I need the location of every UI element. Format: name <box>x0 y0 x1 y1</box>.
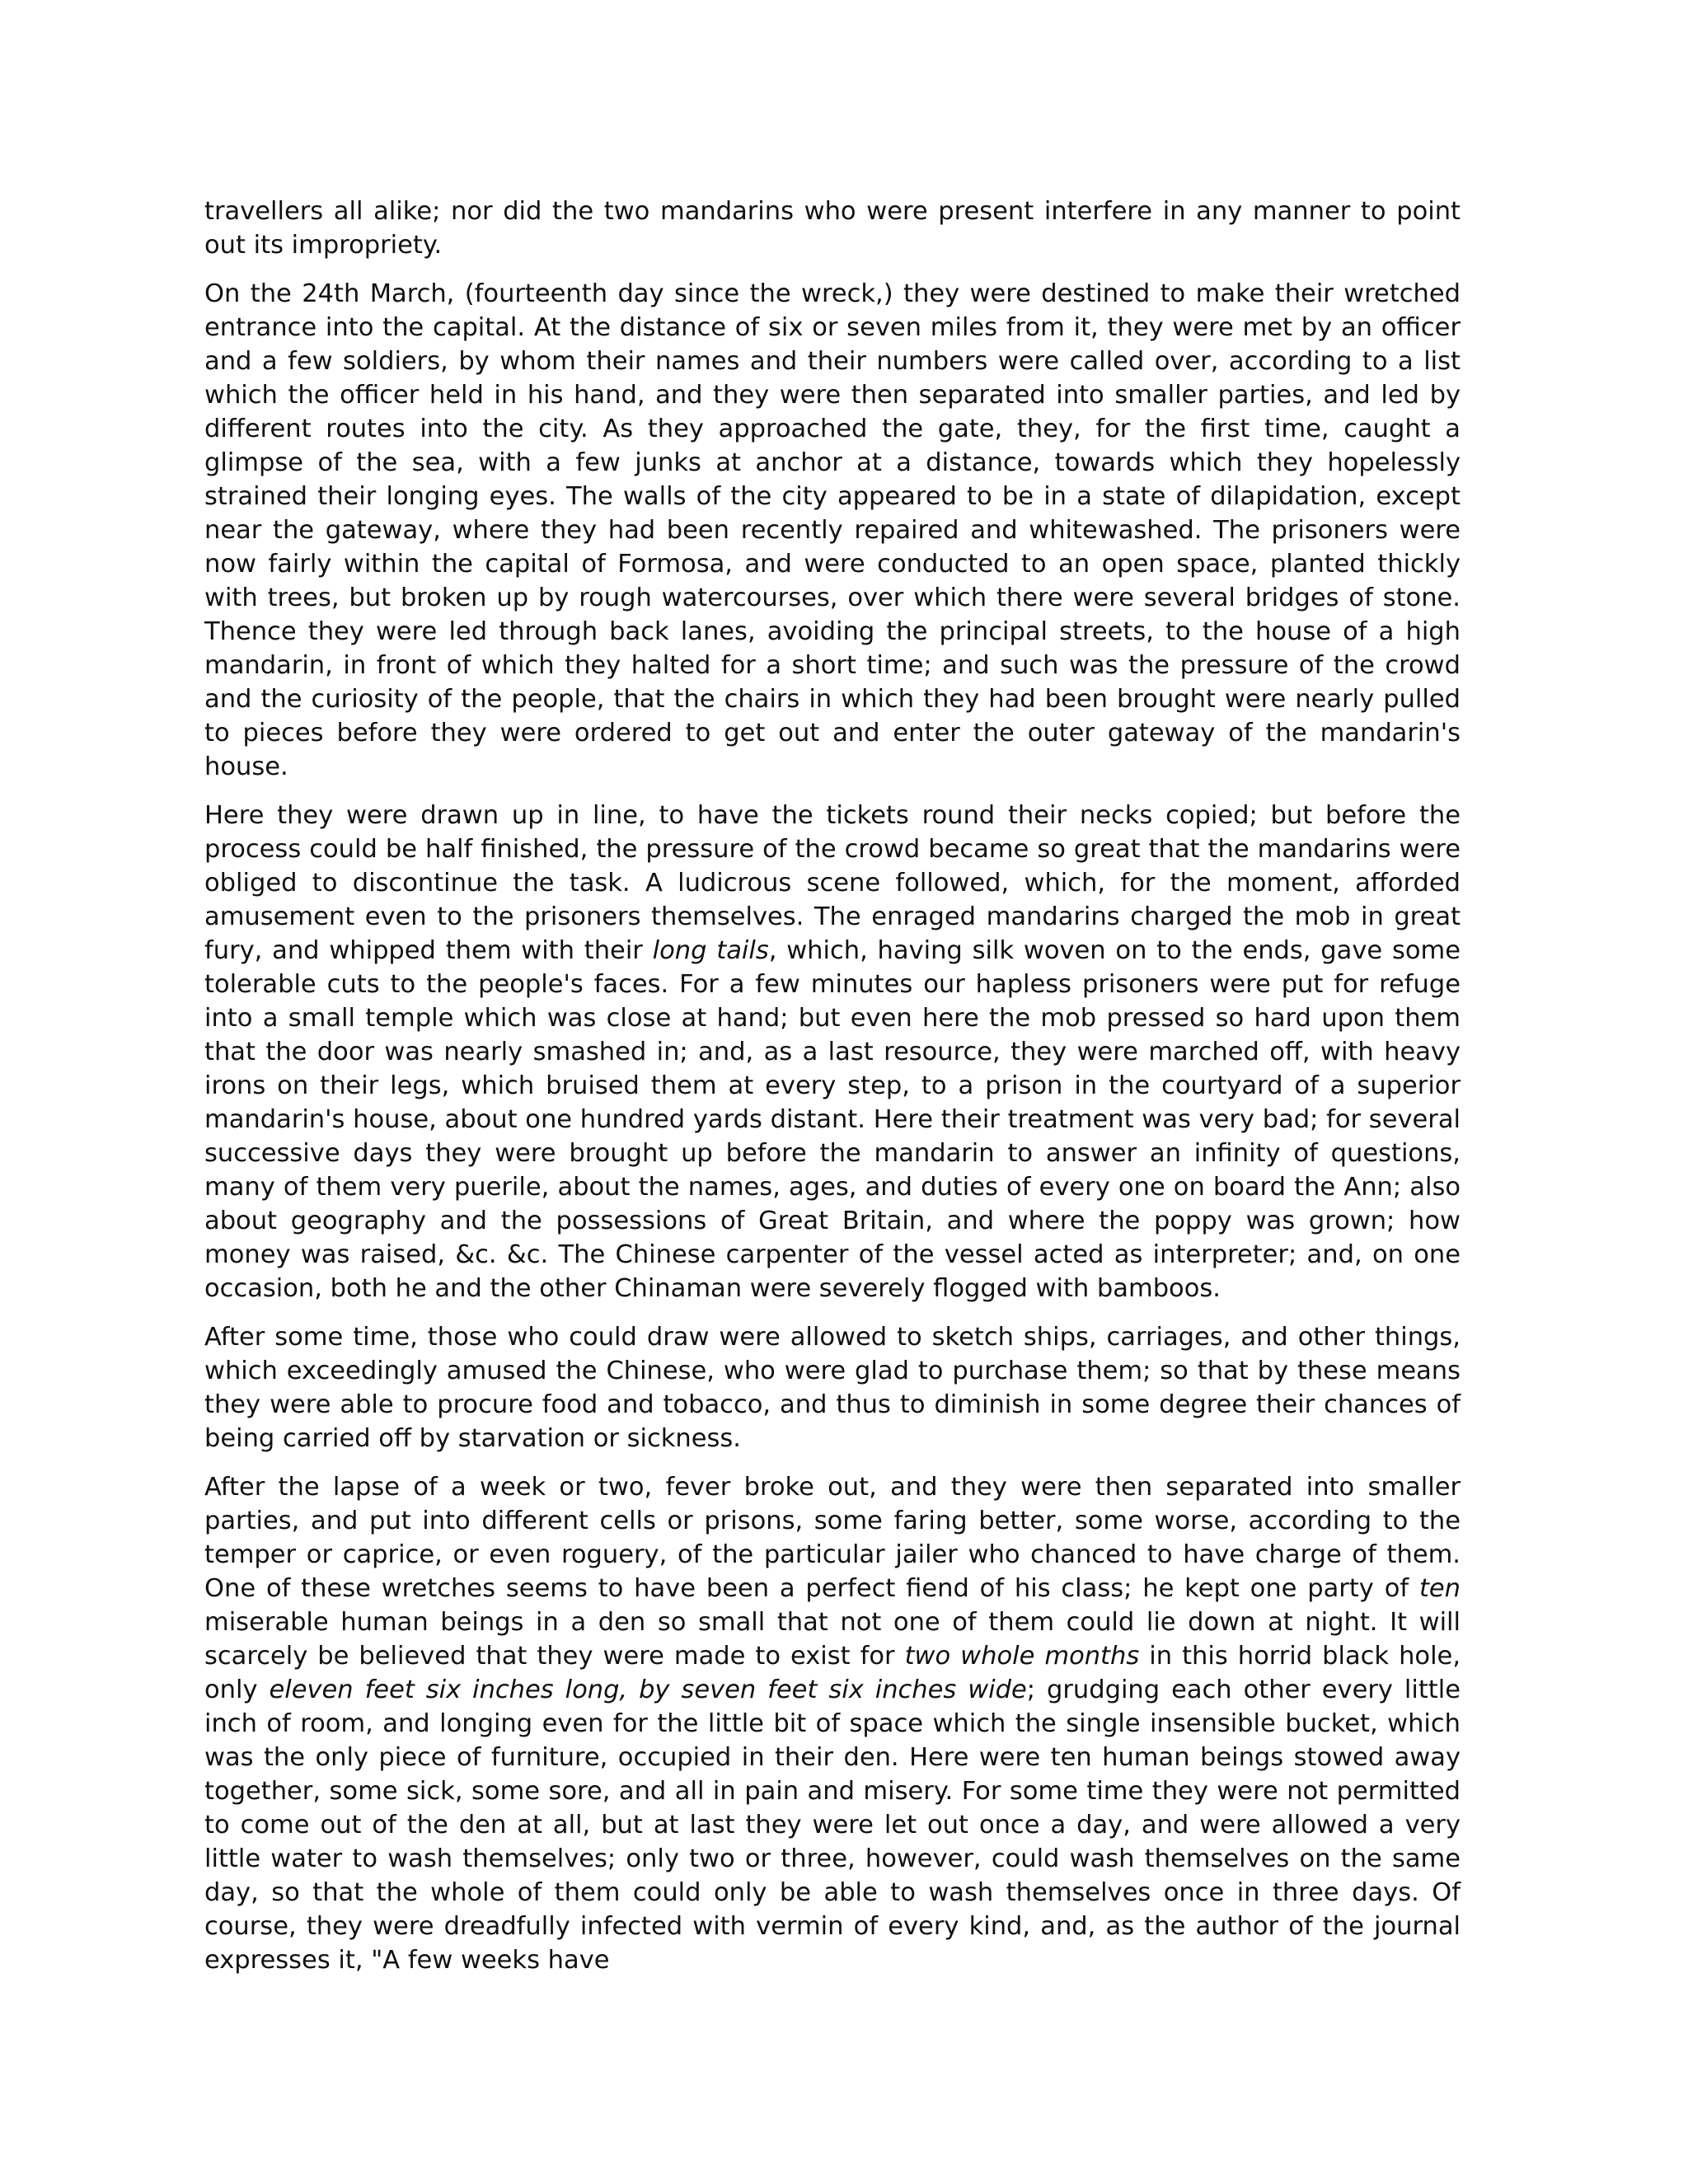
italic-text: two whole months <box>904 1642 1140 1671</box>
paragraph-4 <box>204 1320 1461 1455</box>
text-segment: After the lapse of a week or two, fever broke out, and they were then separated into smaller parties, and put into different cells or prisons, some faring better, some worse, according to the temper or caprice, or even roguery, of the particular jailer who chanced to have charge of them. One of these wretches seems to have been a perfect fiend of his class; he kept one party of <box>204 1473 1461 1603</box>
text-segment: travellers all alike; nor did the two mandarins who were present interfere in any manner to point out its impropriety. <box>204 197 1461 260</box>
text-segment: On the 24th March, (fourteenth day since the wreck,) they were destined to make their wretched entrance into the capital. At the distance of six or seven miles from it, they were met by an officer and a few soldiers, by whom their names and their numbers were called over, according to a list which the officer held in his hand, and they were then separated into smaller parties, and led by different routes into the city. As they approached the gate, they, for the first time, caught a glimpse of the sea, with a few junks at anchor at a distance, towards which they hopelessly strained their longing eyes. The walls of the city appeared to be in a state of dilapidation, except near the gateway, where they had been recently repaired and whitewashed. The prisoners were now fairly within the capital of Formosa, and were conducted to an open space, planted thickly with trees, but broken up by rough watercourses, over which there were several bridges of stone. Thence they were led through back lanes, avoiding the principal streets, to the house of a high mandarin, in front of which they halted for a short time; and such was the pressure of the crowd and the curiosity of the people, that the chairs in which they had been brought were nearly pulled to pieces before they were ordered to get out and enter the outer gateway of the mandarin's house. <box>204 279 1461 781</box>
document-page <box>204 194 1461 1992</box>
text-segment: ; grudging each other every little inch of room, and longing even for the little bit of space which the single insensible bucket, which was the only piece of furniture, occupied in their den. Here were ten human beings stowed away together, some sick, some sore, and all in pain and misery. For some time they were not permitted to come out of the den at all, but at last they were let out once a day, and were allowed a very little water to wash themselves; only two or three, however, could wash themselves on the same day, so that the whole of them could only be able to wash themselves once in three days. Of course, they were dreadfully infected with vermin of every kind, and, as the author of the journal expresses it, "A few weeks have <box>204 1675 1461 1975</box>
italic-text: long tails <box>652 936 769 965</box>
italic-text: eleven feet six inches long, by seven feet six inches wide <box>269 1675 1027 1704</box>
paragraph-3 <box>204 799 1461 1305</box>
paragraph-2 <box>204 277 1461 784</box>
text-segment: Here they were drawn up in line, to have the tickets round their necks copied; but before the process could be half finished, the pressure of the crowd became so great that the mandarins were obliged to discontinue the task. A ludicrous scene followed, which, for the moment, afforded amusement even to the prisoners themselves. The enraged mandarins charged the mob in great fury, and whipped them with their <box>204 801 1461 965</box>
italic-text: ten <box>1418 1574 1461 1603</box>
text-segment: in this horrid black hole, only <box>204 1642 1461 1704</box>
paragraph-5 <box>204 1470 1461 1977</box>
text-segment: miserable human beings in a den so small that not one of them could lie down at night. It will scarcely be believed that they were made to exist for <box>204 1608 1461 1671</box>
text-segment: , which, having silk woven on to the ends, gave some tolerable cuts to the people's faces. For a few minutes our hapless prisoners were put for refuge into a small temple which was close at hand; but even here the mob pressed so hard upon them that the door was nearly smashed in; and, as a last resource, they were marched off, with heavy irons on their legs, which bruised them at every step, to a prison in the courtyard of a superior mandarin's house, about one hundred yards distant. Here their treatment was very bad; for several successive days they were brought up before the mandarin to answer an infinity of questions, many of them very puerile, about the names, ages, and duties of every one on board the Ann; also about geography and the possessions of Great Britain, and where the poppy was grown; how money was raised, &c. &c. The Chinese carpenter of the vessel acted as interpreter; and, on one occasion, both he and the other Chinaman were severely flogged with bamboos. <box>204 936 1461 1303</box>
text-segment: After some time, those who could draw were allowed to sketch ships, carriages, and other things, which exceedingly amused the Chinese, who were glad to purchase them; so that by these means they were able to procure food and tobacco, and thus to diminish in some degree their chances of being carried off by starvation or sickness. <box>204 1323 1461 1453</box>
paragraph-1 <box>204 194 1461 262</box>
